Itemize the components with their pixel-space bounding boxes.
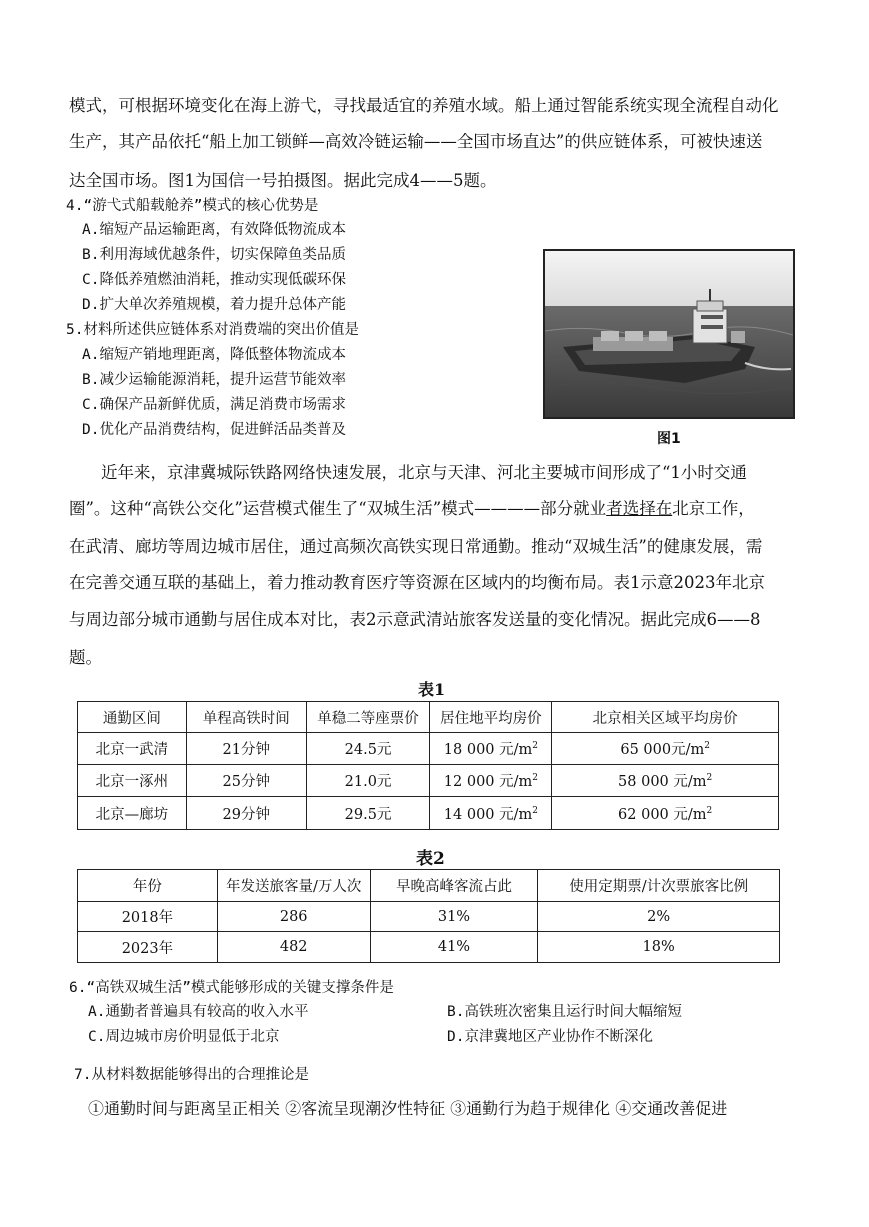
unit-exponent: 2	[704, 741, 710, 752]
table1-header: 居住地平均房价	[430, 702, 552, 733]
table2-cell: 286	[217, 902, 370, 932]
table2-cell: 31%	[370, 902, 538, 932]
passage-line-2	[69, 498, 755, 520]
table2-header: 使用定期票/计次票旅客比例	[538, 870, 780, 902]
table1-cell: 24.5元	[306, 733, 430, 765]
table1-header: 单程高铁时间	[186, 702, 306, 733]
passage-line-4: 在完善交通互联的基础上，着力推动教育医疗等资源在区域内的均衡布局。表1示意2023年北京	[69, 573, 765, 592]
table1-cell	[430, 765, 552, 797]
unit-exponent: 2	[532, 805, 538, 816]
figure-caption: 图1	[657, 431, 681, 447]
beijing-price: 58 000 元/m	[618, 774, 707, 790]
ship-illustration	[545, 251, 793, 417]
table2-cell: 2023年	[78, 932, 218, 963]
beijing-price: 65 000元/m	[620, 742, 705, 758]
table1-header: 通勤区间	[78, 702, 187, 733]
table2-header: 年发送旅客量/万人次	[217, 870, 370, 902]
beijing-price: 62 000 元/m	[618, 806, 707, 823]
table1-cell	[552, 797, 779, 830]
q5-option-c: C.确保产品新鲜优质，满足消费市场需求	[82, 397, 346, 413]
table1-header-row	[78, 702, 779, 733]
table1	[77, 701, 779, 830]
table1-cell	[430, 797, 552, 830]
passage-line-5: 与周边部分城市通勤与居住成本对比，表2示意武清站旅客发送量的变化情况。据此完成6——8	[69, 610, 761, 629]
table-row	[78, 932, 780, 963]
q4-option-c: C.降低养殖燃油消耗，推动实现低碳环保	[82, 272, 346, 288]
table2-cell: 2%	[538, 902, 780, 932]
intro-line-2: 生产，其产品依托“船上加工锁鲜—高效冷链运输——全国市场直达”的供应链体系，可被快速送	[69, 132, 763, 151]
passage-line-1: 近年来，京津冀城际铁路网络快速发展，北京与天津、河北主要城市间形成了“1小时交通	[101, 463, 747, 482]
q4-stem: 4.“游弋式船载舱养”模式的核心优势是	[66, 198, 319, 214]
house-price: 14 000 元/m	[443, 806, 533, 823]
q5-option-d: D.优化产品消费结构，促进鲜活品类普及	[82, 422, 346, 438]
intro-line-1: 模式，可根据环境变化在海上游弋，寻找最适宜的养殖水域。船上通过智能系统实现全流程自动化	[69, 96, 779, 115]
table2-header: 早晚高峰客流占此	[370, 870, 538, 902]
table1-cell: 21分钟	[186, 733, 306, 765]
house-price: 18 000 元/m	[443, 742, 533, 758]
table2-cell: 482	[217, 932, 370, 963]
unit-exponent: 2	[532, 773, 538, 784]
table-row	[78, 797, 779, 830]
table1-cell: 北京一涿州	[78, 765, 187, 797]
q6-option-c: C.周边城市房价明显低于北京	[88, 1029, 280, 1045]
q4-option-a: A.缩短产品运输距离，有效降低物流成本	[82, 222, 346, 238]
passage-line-6: 题。	[69, 648, 102, 667]
passage-line-2-part-1: 圈”。这种“高铁公交化”运营模式催生了“双城生活”模式————部分就业	[69, 499, 607, 518]
q4-option-d: D.扩大单次养殖规模，着力提升总体产能	[82, 297, 346, 313]
unit-exponent: 2	[532, 741, 538, 752]
table1-cell	[430, 733, 552, 765]
unit-exponent: 2	[706, 805, 713, 816]
table2-cell: 18%	[538, 932, 780, 963]
q5-option-b: B.减少运输能源消耗，提升运营节能效率	[82, 372, 346, 388]
q6-option-a: A.通勤者普遍具有较高的收入水平	[88, 1004, 309, 1020]
table2-header-row	[78, 870, 780, 902]
q6-option-d: D.京津冀地区产业协作不断深化	[447, 1029, 653, 1045]
table-row	[78, 765, 779, 797]
unit-exponent: 2	[706, 773, 713, 784]
q5-stem: 5.材料所述供应链体系对消费端的突出价值是	[66, 322, 359, 338]
table1-cell: 北京—廊坊	[78, 797, 187, 830]
table1-caption: 表1	[418, 680, 446, 699]
table1-cell: 北京一武清	[78, 733, 187, 765]
table1-cell: 29.5元	[306, 797, 430, 830]
table1-cell	[552, 733, 779, 765]
passage-line-3: 在武清、廊坊等周边城市居住，通过高频次高铁实现日常通勤。推动“双城生活”的健康发展，需	[69, 537, 763, 556]
table2-cell: 2018年	[78, 902, 218, 932]
passage-line-2-part-3: 北京工作，	[672, 499, 755, 518]
q6-option-b: B.高铁班次密集且运行时间大幅缩短	[447, 1004, 682, 1020]
table-row	[78, 733, 779, 765]
house-price: 12 000 元/m	[443, 774, 533, 790]
table1-header: 北京相关区域平均房价	[552, 702, 779, 733]
underlined-phrase: 者选择在	[606, 499, 673, 518]
table2-header: 年份	[78, 870, 218, 902]
q6-stem: 6.“高铁双城生活”模式能够形成的关键支撑条件是	[69, 980, 394, 996]
ship-photo	[543, 249, 795, 419]
q7-statements: ①通勤时间与距离呈正相关 ②客流呈现潮汐性特征 ③通勤行为趋于规律化 ④交通改善促进	[88, 1099, 728, 1118]
table1-cell: 25分钟	[186, 765, 306, 797]
q7-stem: 7.从材料数据能够得出的合理推论是	[74, 1067, 309, 1083]
table1-cell: 21.0元	[306, 765, 430, 797]
table1-cell: 29分钟	[186, 797, 306, 830]
table-row	[78, 902, 780, 932]
table1-header: 单稳二等座票价	[306, 702, 430, 733]
intro-line-3: 达全国市场。图1为国信一号拍摄图。据此完成4——5题。	[69, 171, 497, 190]
table2-caption: 表2	[416, 849, 445, 869]
table2-cell: 41%	[370, 932, 538, 963]
q4-option-b: B.利用海域优越条件，切实保障鱼类品质	[82, 247, 346, 263]
table2	[77, 869, 780, 963]
table1-cell	[552, 765, 779, 797]
q5-option-a: A.缩短产销地理距离，降低整体物流成本	[82, 347, 346, 363]
